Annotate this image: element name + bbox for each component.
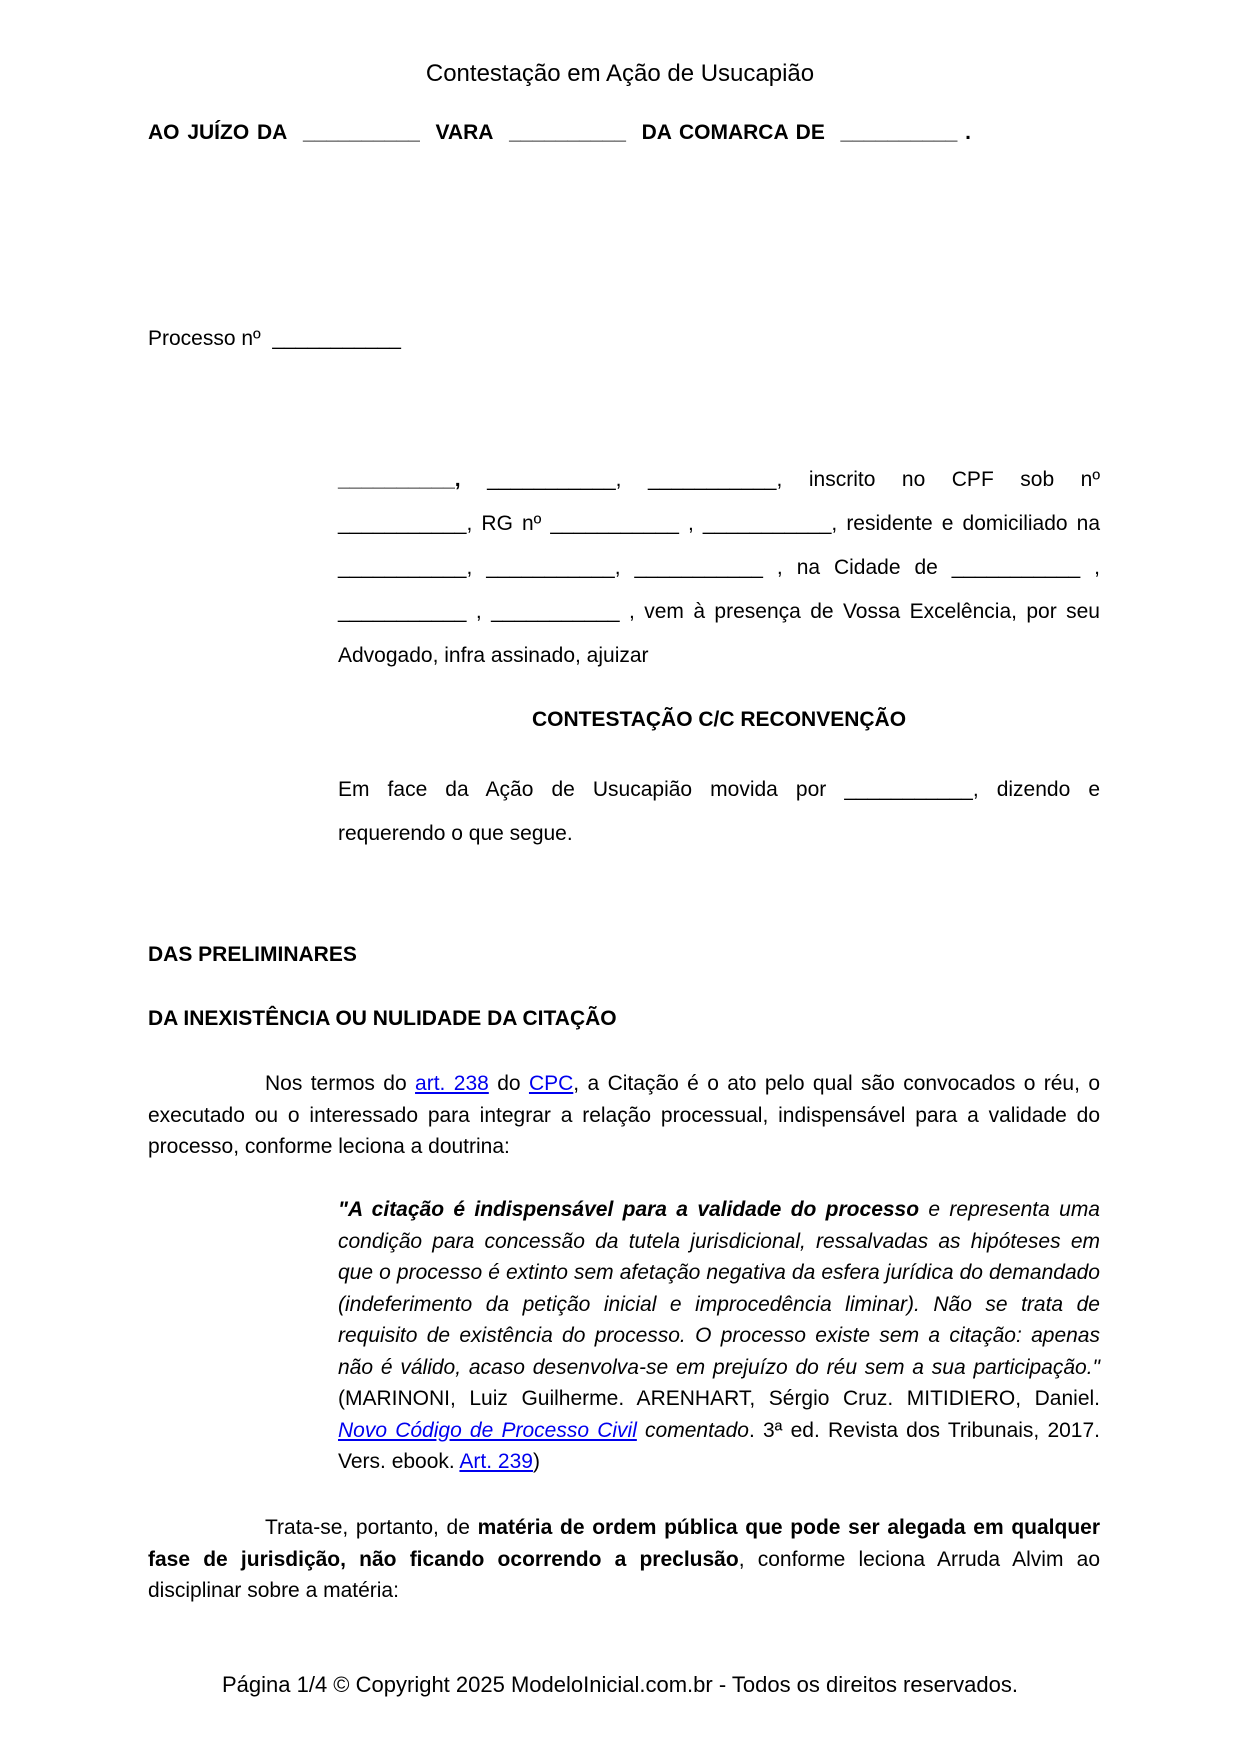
quote-bold: "A citação é indispensável para a validade do processo (338, 1198, 920, 1221)
quote-ref-end: ) (532, 1450, 540, 1473)
face-paragraph (338, 768, 1100, 856)
party-name-comma: , (454, 468, 461, 491)
paragraph-ordem-publica (148, 1512, 1100, 1607)
qual-line-5: Advogado, infra assinado, ajuizar (338, 644, 649, 667)
qual-text: inscrito no CPF sob nº (808, 468, 1101, 491)
qual-blank: ___________ (648, 468, 777, 491)
header-blank-2: __________ (509, 121, 626, 144)
face-line-2: requerendo o que segue. (338, 822, 573, 845)
face-line-1 (338, 768, 1100, 812)
qual-text: RG nº (481, 512, 542, 535)
para-text: , conforme leciona Arruda Alvim ao disciplinar sobre a matéria: (148, 1547, 1100, 1602)
process-blank: ___________ (272, 327, 401, 350)
qual-blank: ___________ (550, 512, 679, 535)
section-heading-preliminares: DAS PRELIMINARES (148, 943, 357, 966)
face-text-post: , dizendo e (972, 778, 1100, 801)
paragraph-citacao (148, 1068, 1100, 1163)
qual-blank: ___________ (634, 556, 763, 579)
para-text: Trata-se, portanto, de (265, 1516, 470, 1539)
party-qualification (338, 458, 1100, 678)
qual-blank: ___________ (951, 556, 1081, 579)
link-cpc[interactable]: CPC (528, 1072, 574, 1095)
quote-ref-italic: comentado (636, 1418, 749, 1442)
process-label: Processo nº (148, 327, 261, 350)
qual-blank: ___________ (338, 512, 467, 535)
header-text-juizo: AO JUÍZO DA (148, 121, 288, 144)
face-blank: ___________ (844, 778, 973, 801)
para-text: , a Citação é o ato pelo qual são convocados o réu, o executado ou o interessado para integrar a relação processual, indispensável para a validade do processo, conforme leciona a doutrina: (148, 1072, 1101, 1158)
qual-line-1: __________, ___________, ___________, inscrito no CPF sob nº (338, 468, 1101, 491)
para-text: do (497, 1072, 521, 1095)
para-bold: matéria de ordem pública que pode ser alegada em qualquer fase de jurisdição, não ficando ocorrendo a preclusão (148, 1516, 1100, 1571)
qual-blank: ___________ (338, 600, 467, 623)
document-title: Contestação em Ação de Usucapião (425, 60, 815, 87)
qual-blank: ___________ (486, 556, 615, 579)
court-address-header (148, 121, 971, 145)
qual-blank: ___________ (338, 556, 467, 579)
section-heading-citacao: DA INEXISTÊNCIA OU NULIDADE DA CITAÇÃO (148, 1007, 617, 1030)
header-text-comarca: DA COMARCA DE (641, 121, 825, 144)
link-art-238[interactable]: art. 238 (415, 1072, 489, 1095)
qual-blank: ___________ (491, 600, 620, 623)
qual-blank: ___________ (702, 512, 832, 535)
para-text: Nos termos do (265, 1072, 407, 1095)
action-title: CONTESTAÇÃO C/C RECONVENÇÃO (531, 708, 907, 731)
header-blank-1: __________ (303, 121, 420, 144)
page-footer: Página 1/4 © Copyright 2025 ModeloInicial.com.br - Todos os direitos reservados. (222, 1672, 1018, 1697)
quote-ref: (MARINONI, Luiz Guilherme. ARENHART, Sérgio Cruz. MITIDIERO, Daniel. (338, 1387, 1100, 1410)
party-name-blank: __________ (338, 468, 455, 491)
quote-italic: e representa uma condição para concessão da tutela jurisdicional, ressalvadas as hipóteses em que o processo é extinto sem afetação negativa da esfera jurídica do demandado (indeferimento da petição inicial e improcedência liminar). Não se trata de requisito de existência do processo. O processo existe sem a citação: apenas não é válido, acaso desenvolva-se em prejuízo do réu sem a sua participação." (338, 1198, 1100, 1379)
qual-text: na Cidade de (796, 556, 938, 579)
header-blank-3: __________ (840, 121, 958, 144)
qual-blank: ___________ (487, 468, 616, 491)
process-number-line (148, 327, 401, 351)
face-text: Em face da Ação de Usucapião movida por (338, 778, 827, 801)
qual-line-4: ___________ , ___________ , vem à presença de Vossa Excelência, por seu (338, 600, 1100, 623)
quote-ref: . 3ª ed. Revista dos Tribunais, 2017. Vers. ebook. (338, 1418, 1100, 1473)
doctrine-quote (338, 1194, 1100, 1478)
qual-line-2: ___________, RG nº ___________ , ___________, residente e domiciliado na (338, 512, 1101, 535)
qual-text: residente e domiciliado na (846, 512, 1101, 535)
header-end: . (965, 121, 972, 144)
header-text-vara: VARA (435, 121, 494, 144)
qual-line-3: ___________, ___________, ___________ , na Cidade de ___________ , (338, 556, 1100, 579)
link-novo-codigo[interactable]: Novo Código de Processo Civil (338, 1418, 637, 1442)
qual-text: vem à presença de Vossa Excelência, por seu (644, 600, 1100, 623)
link-art-239[interactable]: Art. 239 (459, 1450, 533, 1473)
